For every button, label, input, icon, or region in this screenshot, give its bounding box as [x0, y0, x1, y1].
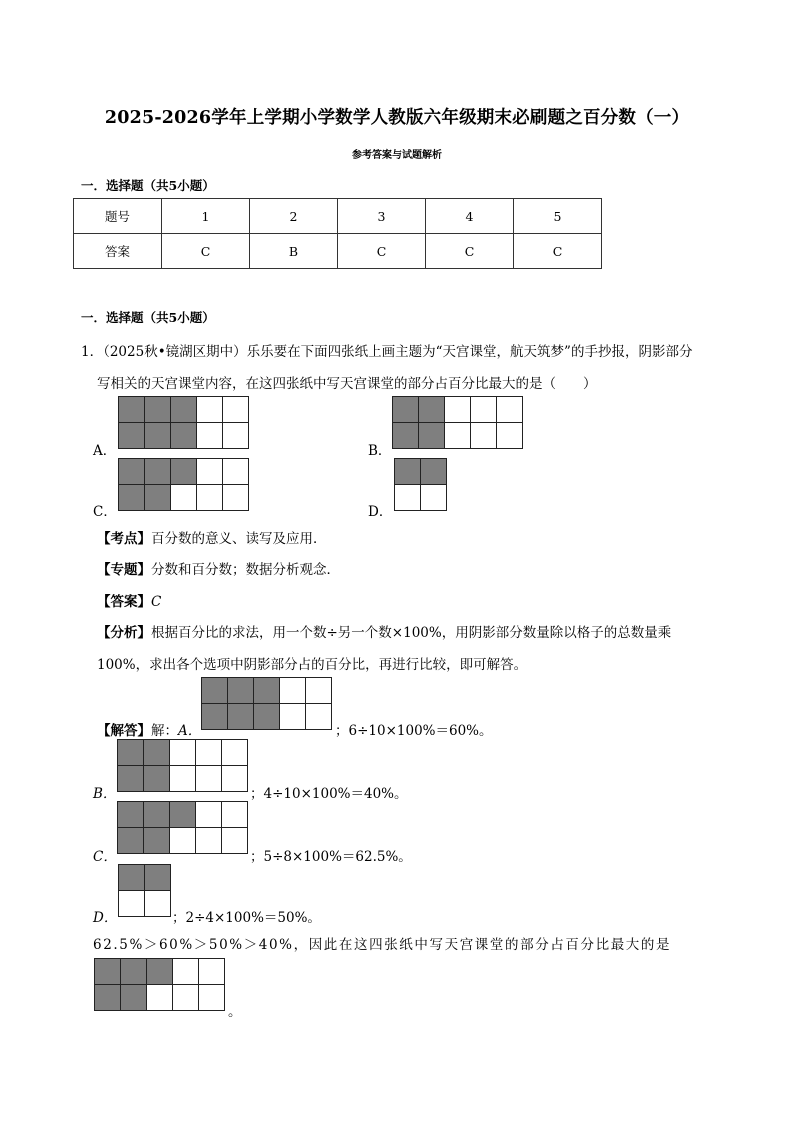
shaded-cell — [145, 397, 171, 423]
shaded-cell — [121, 959, 147, 985]
blank-cell — [196, 828, 222, 854]
blank-cell — [145, 891, 171, 917]
sol-c-letter: C． — [93, 849, 117, 865]
blank-cell — [173, 959, 199, 985]
option-d-figure — [394, 458, 447, 511]
shaded-cell — [171, 397, 197, 423]
kaodian-label: 【考点】 — [97, 531, 151, 547]
table-row — [74, 199, 602, 234]
zhuanti-text: 分数和百分数；数据分析观念． — [151, 562, 340, 578]
table-cell: C — [426, 234, 514, 269]
daan-line — [97, 590, 161, 610]
shaded-cell — [393, 397, 419, 423]
blank-cell — [119, 891, 145, 917]
shaded-cell — [395, 459, 421, 485]
table-cell: C — [162, 234, 250, 269]
blank-cell — [223, 485, 249, 511]
blank-cell — [306, 704, 332, 730]
blank-cell — [197, 459, 223, 485]
option-c-label: C． — [93, 504, 117, 520]
shaded-cell — [95, 959, 121, 985]
solution-c-figure — [117, 801, 248, 854]
blank-cell — [222, 740, 248, 766]
table-cell: 4 — [426, 199, 514, 234]
kaodian-line — [97, 527, 327, 547]
shaded-cell — [144, 740, 170, 766]
shaded-cell — [119, 485, 145, 511]
blank-cell — [222, 828, 248, 854]
blank-cell — [471, 397, 497, 423]
blank-cell — [306, 678, 332, 704]
blank-cell — [173, 985, 199, 1011]
shaded-cell — [119, 865, 145, 891]
table-cell: 1 — [162, 199, 250, 234]
blank-cell — [223, 423, 249, 449]
blank-cell — [280, 704, 306, 730]
solution-d-figure — [118, 864, 171, 917]
daan-text: C — [151, 594, 162, 610]
shaded-cell — [254, 678, 280, 704]
shaded-cell — [119, 459, 145, 485]
shaded-cell — [144, 766, 170, 792]
blank-cell — [196, 740, 222, 766]
shaded-cell — [202, 678, 228, 704]
shaded-cell — [147, 959, 173, 985]
sol-a-letter: A． — [178, 723, 202, 739]
option-a-label: A． — [93, 443, 117, 459]
shaded-cell — [254, 704, 280, 730]
sol-b-letter: B． — [93, 786, 117, 802]
shaded-cell — [171, 459, 197, 485]
jieda-line — [97, 719, 201, 739]
blank-cell — [170, 828, 196, 854]
zhuanti-line — [97, 558, 340, 578]
shaded-cell — [145, 485, 171, 511]
shaded-cell — [144, 828, 170, 854]
page-subtitle: 参考答案与试题解析 — [352, 150, 442, 161]
shaded-cell — [121, 985, 147, 1011]
sol-d-calc: ；2÷4×100%＝50%。 — [172, 910, 321, 926]
fenxi-text: 根据百分比的求法，用一个数÷另一个数×100%，用阴影部分数量除以格子的总数量乘 — [151, 625, 672, 641]
section-heading: 一．选择题（共5小题） — [81, 310, 215, 325]
blank-cell — [147, 985, 173, 1011]
shaded-cell — [95, 985, 121, 1011]
blank-cell — [223, 459, 249, 485]
daan-label: 【答案】 — [97, 594, 151, 610]
conclusion-figure — [94, 958, 225, 1011]
blank-cell — [197, 397, 223, 423]
table-cell: C — [514, 234, 602, 269]
blank-cell — [199, 959, 225, 985]
blank-cell — [421, 485, 447, 511]
shaded-cell — [145, 423, 171, 449]
question-text: 1．（2025秋•镜湖区期中）乐乐要在下面四张纸上画主题为“天宫课堂，航天筑梦”的手抄报，阴影部分 — [81, 344, 693, 360]
blank-cell — [196, 766, 222, 792]
option-b-label: B． — [368, 443, 392, 459]
blank-cell — [222, 766, 248, 792]
blank-cell — [223, 397, 249, 423]
shaded-cell — [419, 397, 445, 423]
table-row — [74, 234, 602, 269]
shaded-cell — [228, 678, 254, 704]
sol-c-calc: ；5÷8×100%＝62.5%。 — [250, 849, 412, 865]
option-c-figure — [118, 458, 249, 511]
shaded-cell — [393, 423, 419, 449]
blank-cell — [171, 485, 197, 511]
table-header-cell: 题号 — [74, 199, 162, 234]
conclusion-text: 62.5%＞60%＞50%＞40%，因此在这四张纸中写天宫课堂的部分占百分比最大的是 — [93, 937, 672, 953]
table-cell: 3 — [338, 199, 426, 234]
sol-a-calc: ；6÷10×100%＝60%。 — [335, 723, 493, 739]
blank-cell — [445, 397, 471, 423]
table-header-cell: 答案 — [74, 234, 162, 269]
shaded-cell — [118, 740, 144, 766]
fenxi-line — [97, 621, 671, 641]
shaded-cell — [202, 704, 228, 730]
fenxi-text-2: 100%，求出各个选项中阴影部分占的百分比，再进行比较，即可解答。 — [97, 657, 528, 673]
blank-cell — [280, 678, 306, 704]
shaded-cell — [118, 802, 144, 828]
table-cell: 5 — [514, 199, 602, 234]
sol-b-calc: ；4÷10×100%＝40%。 — [250, 786, 408, 802]
blank-cell — [199, 985, 225, 1011]
blank-cell — [497, 397, 523, 423]
shaded-cell — [118, 828, 144, 854]
table-cell: C — [338, 234, 426, 269]
blank-cell — [471, 423, 497, 449]
question-text: 写相关的天宫课堂内容，在这四张纸中写天宫课堂的部分占百分比最大的是（ ） — [97, 376, 597, 392]
blank-cell — [170, 740, 196, 766]
table-cell: B — [250, 234, 338, 269]
shaded-cell — [171, 423, 197, 449]
shaded-cell — [118, 766, 144, 792]
shaded-cell — [421, 459, 447, 485]
blank-cell — [395, 485, 421, 511]
shaded-cell — [119, 397, 145, 423]
table-cell: 2 — [250, 199, 338, 234]
sol-d-letter: D． — [93, 910, 118, 926]
solution-a-figure — [201, 677, 332, 730]
kaodian-text: 百分数的意义、读写及应用． — [151, 531, 327, 547]
page-title: 2025-2026学年上学期小学数学人教版六年级期末必刷题之百分数（一） — [104, 108, 690, 128]
blank-cell — [497, 423, 523, 449]
shaded-cell — [119, 423, 145, 449]
end-mark: 。 — [228, 1004, 242, 1020]
shaded-cell — [419, 423, 445, 449]
shaded-cell — [145, 865, 171, 891]
shaded-cell — [228, 704, 254, 730]
option-a-figure — [118, 396, 249, 449]
blank-cell — [170, 766, 196, 792]
blank-cell — [222, 802, 248, 828]
shaded-cell — [144, 802, 170, 828]
option-d-label: D． — [368, 504, 393, 520]
option-b-figure — [392, 396, 523, 449]
section-heading: 一．选择题（共5小题） — [81, 178, 215, 193]
jieda-prefix: 解： — [151, 723, 178, 739]
blank-cell — [197, 423, 223, 449]
solution-b-figure — [117, 739, 248, 792]
blank-cell — [445, 423, 471, 449]
blank-cell — [197, 485, 223, 511]
blank-cell — [196, 802, 222, 828]
zhuanti-label: 【专题】 — [97, 562, 151, 578]
shaded-cell — [145, 459, 171, 485]
fenxi-label: 【分析】 — [97, 625, 151, 641]
jieda-label: 【解答】 — [97, 723, 151, 739]
shaded-cell — [170, 802, 196, 828]
answer-table — [73, 198, 602, 269]
